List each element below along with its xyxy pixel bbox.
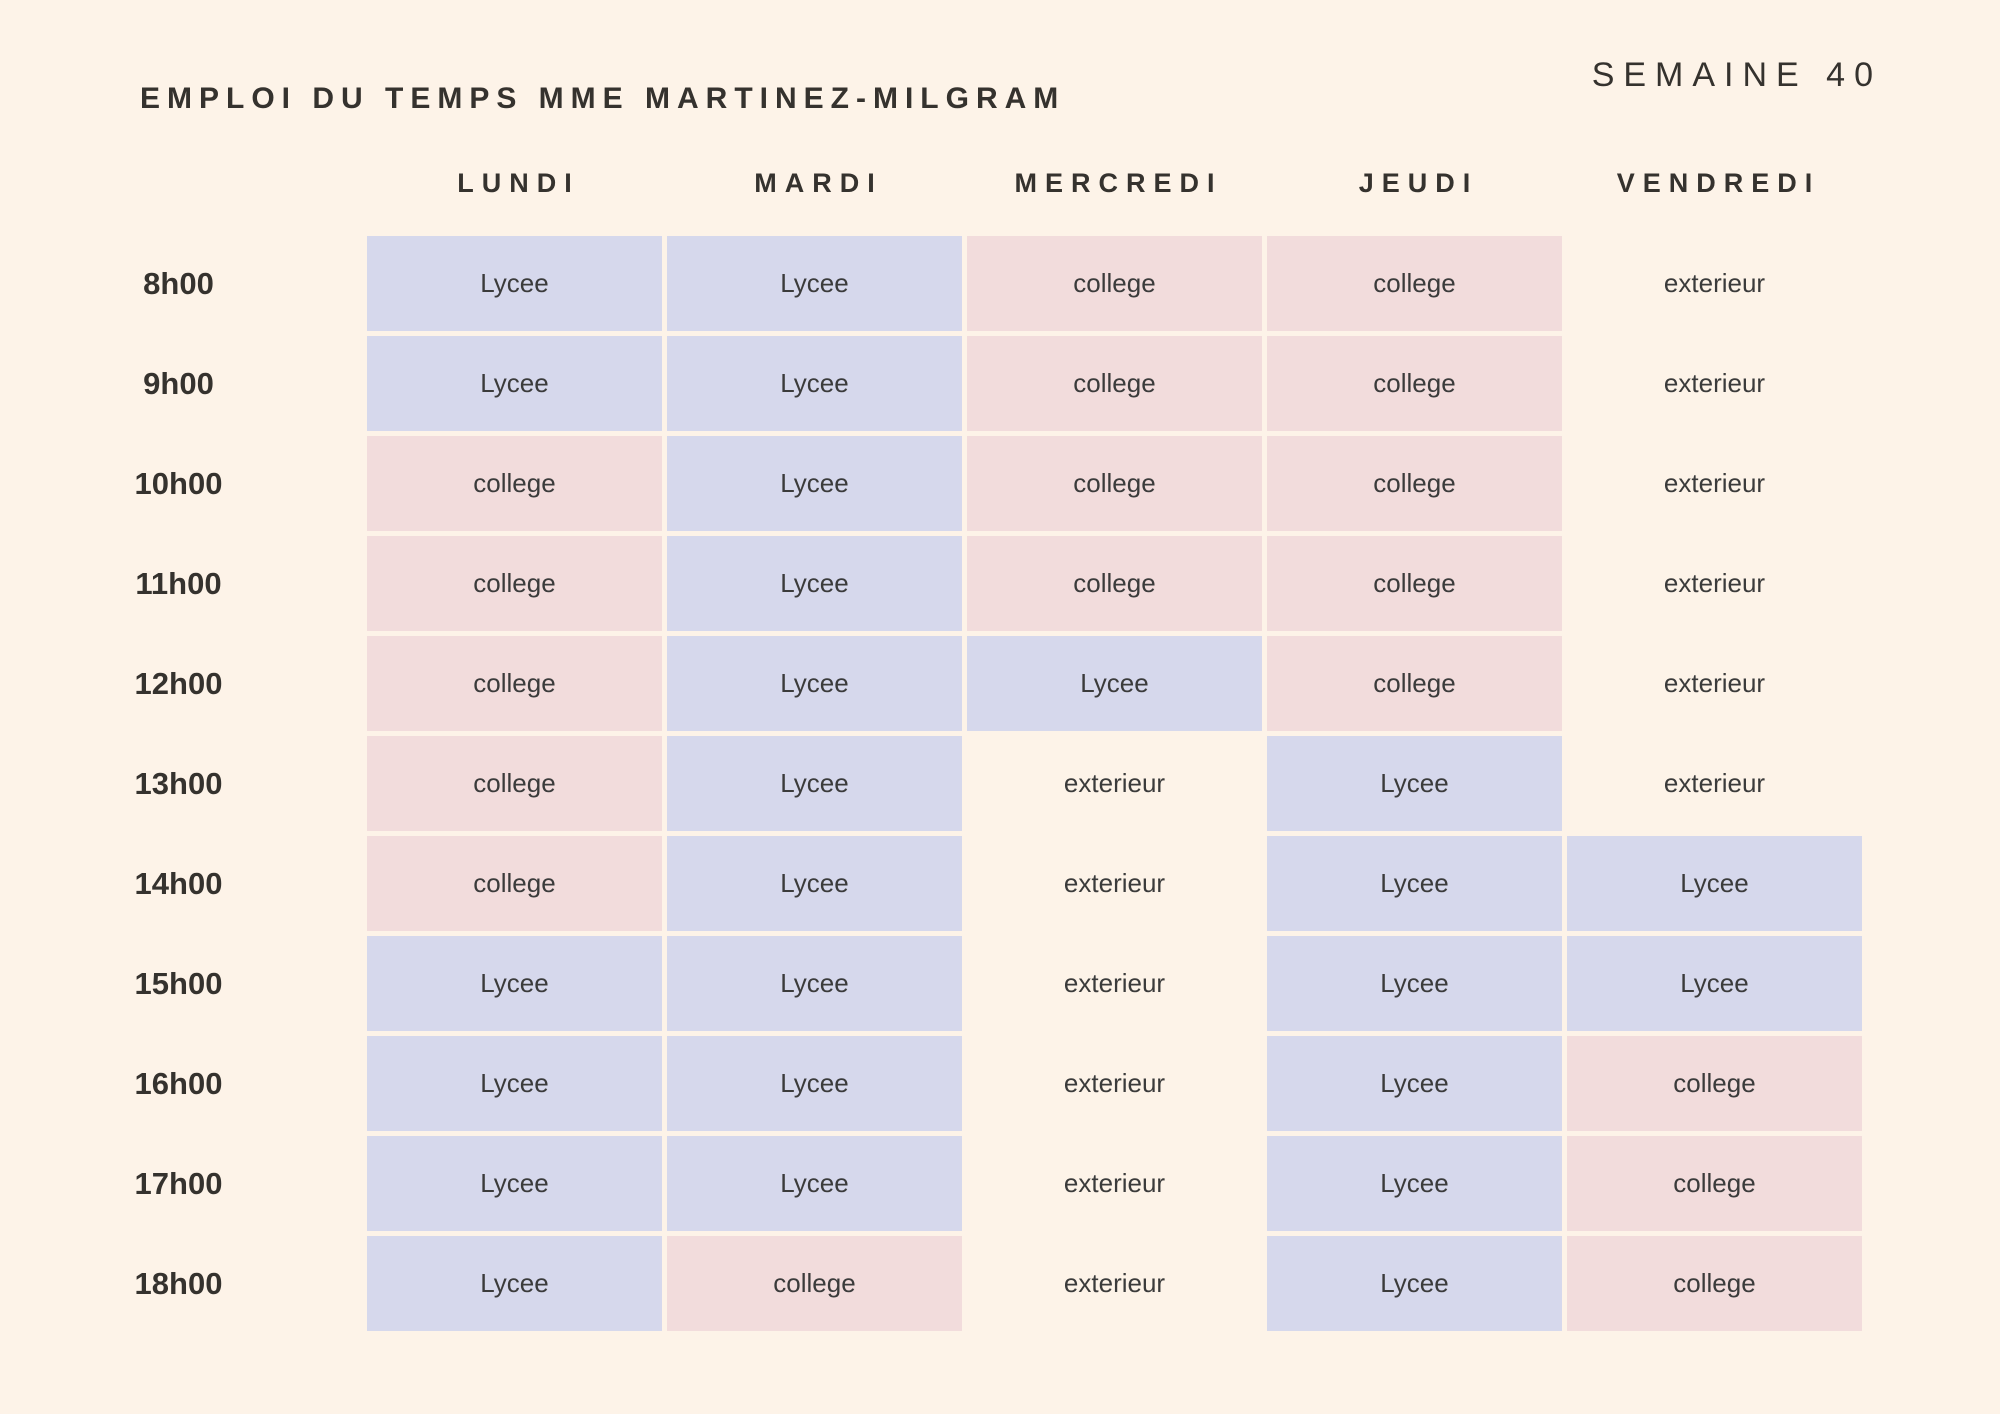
hour-label-8h00: 8h00	[143, 265, 214, 301]
schedule-cell-lundi-10h00: college	[367, 436, 662, 531]
hour-label-18h00: 18h00	[134, 1265, 223, 1301]
schedule-cell-jeudi-18h00: Lycee	[1267, 1236, 1562, 1331]
schedule-cell-jeudi-12h00: college	[1267, 636, 1562, 731]
schedule-cell-mercredi-9h00: college	[967, 336, 1262, 431]
schedule-cell-mardi-8h00: Lycee	[667, 236, 962, 331]
page-title: EMPLOI DU TEMPS MME MARTINEZ-MILGRAM	[140, 82, 1066, 116]
schedule-cell-jeudi-14h00: Lycee	[1267, 836, 1562, 931]
day-header-mardi: MARDI	[754, 168, 883, 198]
day-header-vendredi: VENDREDI	[1616, 168, 1821, 198]
schedule-cell-vendredi-16h00: college	[1567, 1036, 1862, 1131]
hour-label-14h00: 14h00	[134, 865, 223, 901]
schedule-cell-mardi-18h00: college	[667, 1236, 962, 1331]
hour-label-10h00: 10h00	[134, 465, 223, 501]
day-header-lundi: LUNDI	[457, 168, 580, 198]
schedule-cell-mardi-10h00: Lycee	[667, 436, 962, 531]
schedule-cell-mercredi-10h00: college	[967, 436, 1262, 531]
schedule-cell-vendredi-17h00: college	[1567, 1136, 1862, 1231]
schedule-cell-lundi-17h00: Lycee	[367, 1136, 662, 1231]
schedule-cell-vendredi-9h00: exterieur	[1663, 368, 1766, 398]
schedule-cell-vendredi-12h00: exterieur	[1663, 668, 1766, 698]
schedule-cell-lundi-11h00: college	[367, 536, 662, 631]
week-label: SEMAINE 40	[1591, 56, 1882, 94]
schedule-cell-jeudi-17h00: Lycee	[1267, 1136, 1562, 1231]
schedule-cell-vendredi-18h00: college	[1567, 1236, 1862, 1331]
schedule-cell-mercredi-8h00: college	[967, 236, 1262, 331]
hour-label-12h00: 12h00	[134, 665, 223, 701]
schedule-cell-mardi-16h00: Lycee	[667, 1036, 962, 1131]
schedule-cell-jeudi-11h00: college	[1267, 536, 1562, 631]
hour-label-17h00: 17h00	[134, 1165, 223, 1201]
day-header-jeudi: JEUDI	[1358, 168, 1479, 198]
schedule-cell-mardi-15h00: Lycee	[667, 936, 962, 1031]
schedule-cell-mardi-17h00: Lycee	[667, 1136, 962, 1231]
hour-label-16h00: 16h00	[134, 1065, 223, 1101]
schedule-cell-mardi-11h00: Lycee	[667, 536, 962, 631]
schedule-cell-lundi-13h00: college	[367, 736, 662, 831]
schedule-cell-vendredi-13h00: exterieur	[1663, 768, 1766, 798]
schedule-cell-jeudi-8h00: college	[1267, 236, 1562, 331]
schedule-cell-mardi-13h00: Lycee	[667, 736, 962, 831]
schedule-cell-vendredi-8h00: exterieur	[1663, 268, 1766, 298]
schedule-cell-mercredi-15h00: exterieur	[1063, 968, 1166, 998]
schedule-cell-mardi-12h00: Lycee	[667, 636, 962, 731]
schedule-cell-mardi-14h00: Lycee	[667, 836, 962, 931]
grid-corner-spacer	[0, 136, 362, 231]
schedule-cell-mercredi-12h00: Lycee	[967, 636, 1262, 731]
day-header-mercredi: MERCREDI	[1014, 168, 1223, 198]
schedule-cell-lundi-8h00: Lycee	[367, 236, 662, 331]
schedule-cell-jeudi-9h00: college	[1267, 336, 1562, 431]
schedule-cell-vendredi-11h00: exterieur	[1663, 568, 1766, 598]
schedule-cell-mercredi-17h00: exterieur	[1063, 1168, 1166, 1198]
schedule-cell-mercredi-18h00: exterieur	[1063, 1268, 1166, 1298]
schedule-grid	[0, 136, 1862, 1331]
schedule-cell-lundi-14h00: college	[367, 836, 662, 931]
schedule-cell-lundi-9h00: Lycee	[367, 336, 662, 431]
schedule-cell-mardi-9h00: Lycee	[667, 336, 962, 431]
schedule-cell-vendredi-10h00: exterieur	[1663, 468, 1766, 498]
hour-label-13h00: 13h00	[134, 765, 223, 801]
schedule-cell-lundi-12h00: college	[367, 636, 662, 731]
schedule-cell-mercredi-14h00: exterieur	[1063, 868, 1166, 898]
schedule-cell-lundi-18h00: Lycee	[367, 1236, 662, 1331]
hour-label-11h00: 11h00	[135, 565, 222, 601]
schedule-cell-vendredi-15h00: Lycee	[1567, 936, 1862, 1031]
schedule-cell-mercredi-13h00: exterieur	[1063, 768, 1166, 798]
schedule-cell-lundi-15h00: Lycee	[367, 936, 662, 1031]
schedule-cell-mercredi-11h00: college	[967, 536, 1262, 631]
schedule-cell-jeudi-15h00: Lycee	[1267, 936, 1562, 1031]
hour-label-9h00: 9h00	[143, 365, 214, 401]
hour-label-15h00: 15h00	[134, 965, 223, 1001]
schedule-cell-vendredi-14h00: Lycee	[1567, 836, 1862, 931]
schedule-cell-jeudi-13h00: Lycee	[1267, 736, 1562, 831]
schedule-cell-jeudi-16h00: Lycee	[1267, 1036, 1562, 1131]
schedule-cell-lundi-16h00: Lycee	[367, 1036, 662, 1131]
schedule-cell-jeudi-10h00: college	[1267, 436, 1562, 531]
schedule-cell-mercredi-16h00: exterieur	[1063, 1068, 1166, 1098]
